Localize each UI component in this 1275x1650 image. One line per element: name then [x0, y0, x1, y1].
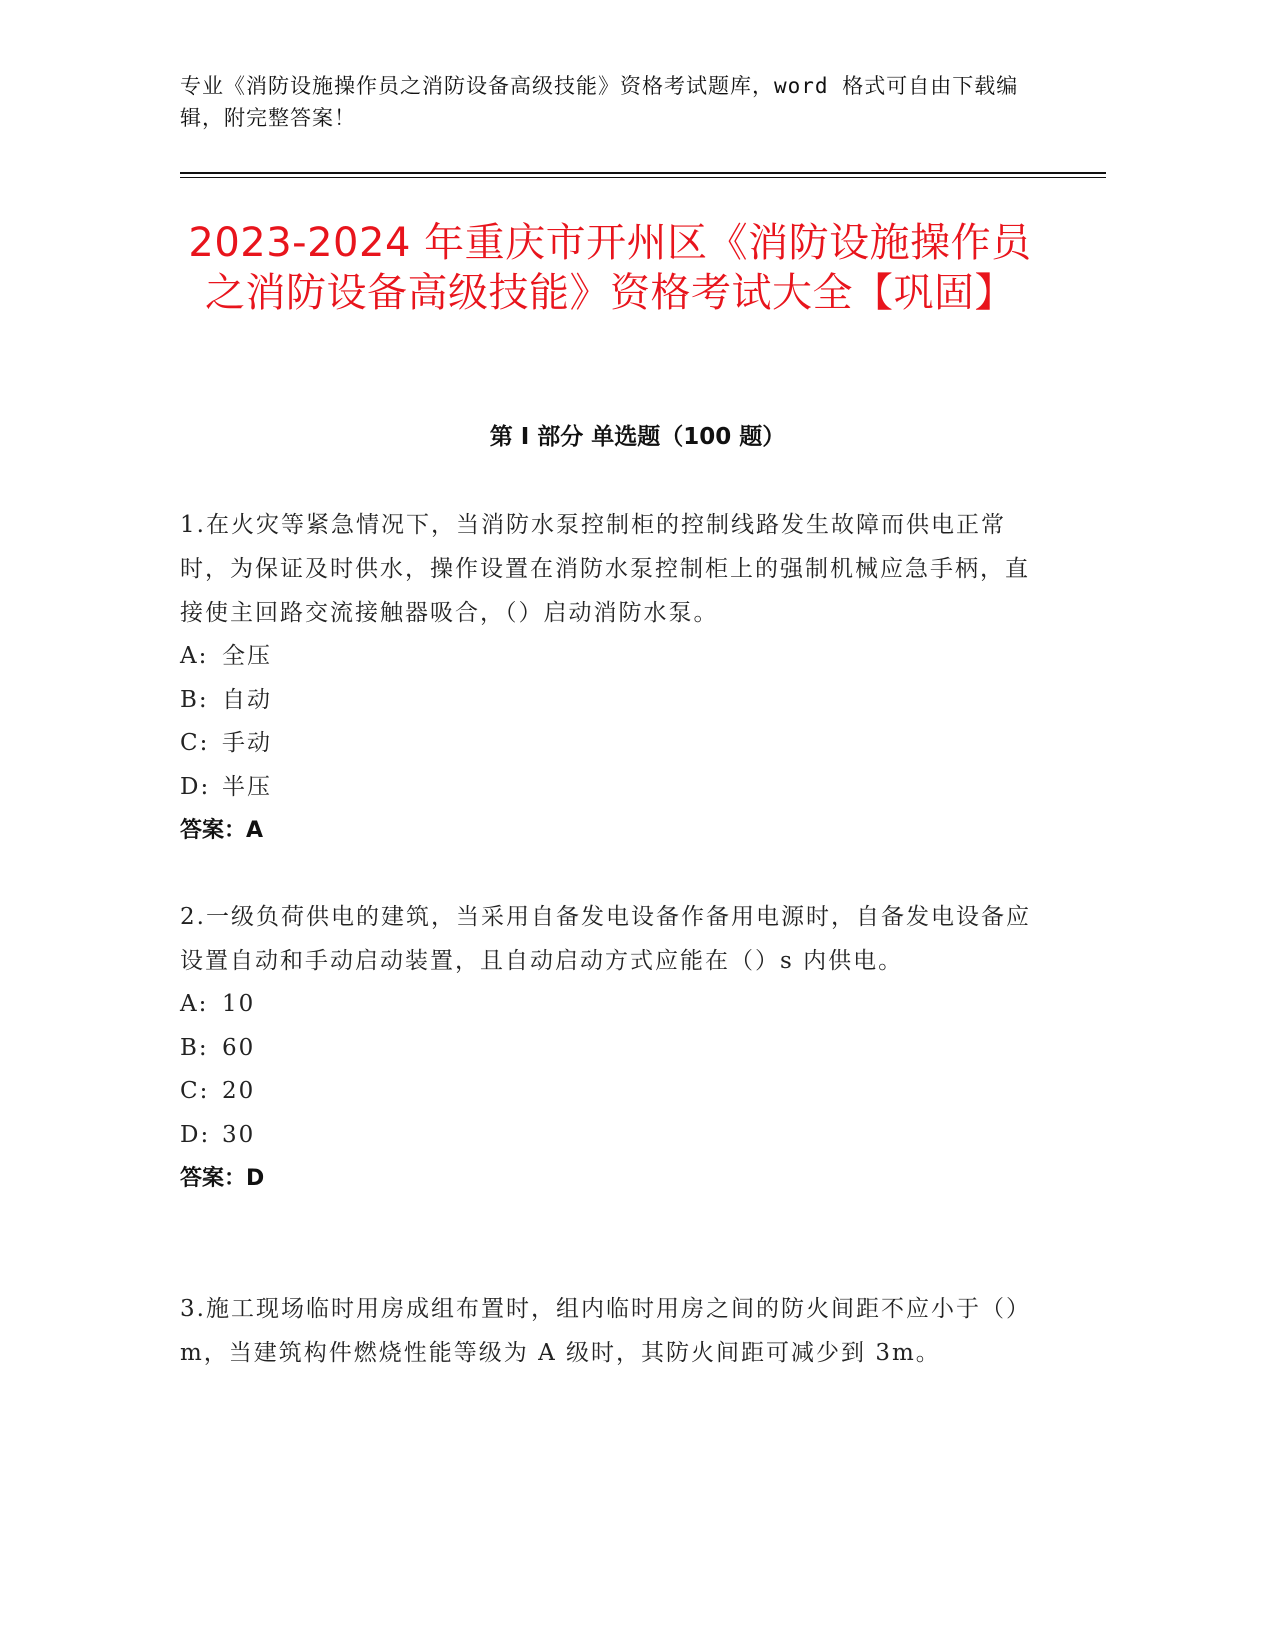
question-stem: 1.在火灾等紧急情况下，当消防水泵控制柜的控制线路发生故障而供电正常时，为保证及时供水，操作设置在消防水泵控制柜上的强制机械应急手柄，直接使主回路交流接触器吸合，（）启动消防水泵。 [180, 512, 1030, 626]
option-letter: D: [180, 773, 211, 800]
option-text: 手动 [222, 730, 272, 756]
question-stem: 2.一级负荷供电的建筑，当采用自备发电设备作备用电源时，自备发电设备应设置自动和手动启动装置，且自动启动方式应能在（）s 内供电。 [180, 904, 1031, 974]
header-note: 专业《消防设施操作员之消防设备高级技能》资格考试题库，word 格式可自由下载编辑，附完整答案！ [180, 74, 1019, 130]
question-1 [180, 503, 1050, 853]
option-text: 半压 [222, 773, 272, 800]
option-a [180, 635, 1050, 679]
option-text: 60 [222, 1034, 256, 1061]
header-divider-thin [180, 177, 1106, 178]
answer: 答案：A [180, 818, 264, 843]
option-letter: A: [180, 991, 209, 1017]
document-title: 2023-2024 年重庆市开州区《消防设施操作员之消防设备高级技能》资格考试大全【巩固】 [188, 220, 1032, 316]
option-letter: B: [180, 686, 209, 713]
option-letter: C: [180, 730, 210, 756]
header-divider [180, 172, 1106, 174]
section-heading: 第 I 部分 单选题（100 题） [489, 424, 786, 450]
option-b [180, 1027, 1050, 1071]
option-text: 全压 [222, 643, 272, 669]
question-stem: 3.施工现场临时用房成组布置时，组内临时用房之间的防火间距不应小于（）m，当建筑构件燃烧性能等级为 A 级时，其防火间距可减少到 3m。 [180, 1296, 1031, 1366]
option-text: 30 [222, 1121, 256, 1148]
option-a [180, 983, 1050, 1027]
option-text: 自动 [222, 686, 272, 713]
question-2 [180, 895, 1050, 1201]
option-letter: A: [180, 643, 209, 669]
option-c [180, 1070, 1050, 1114]
option-letter: D: [180, 1121, 211, 1148]
option-b [180, 679, 1050, 723]
option-text: 20 [222, 1078, 256, 1104]
option-d [180, 1114, 1050, 1158]
option-c [180, 722, 1050, 766]
answer: 答案：D [180, 1166, 265, 1191]
option-letter: B: [180, 1034, 209, 1061]
option-text: 10 [222, 991, 256, 1017]
question-3 [180, 1287, 1050, 1375]
option-letter: C: [180, 1078, 210, 1104]
option-d [180, 766, 1050, 810]
